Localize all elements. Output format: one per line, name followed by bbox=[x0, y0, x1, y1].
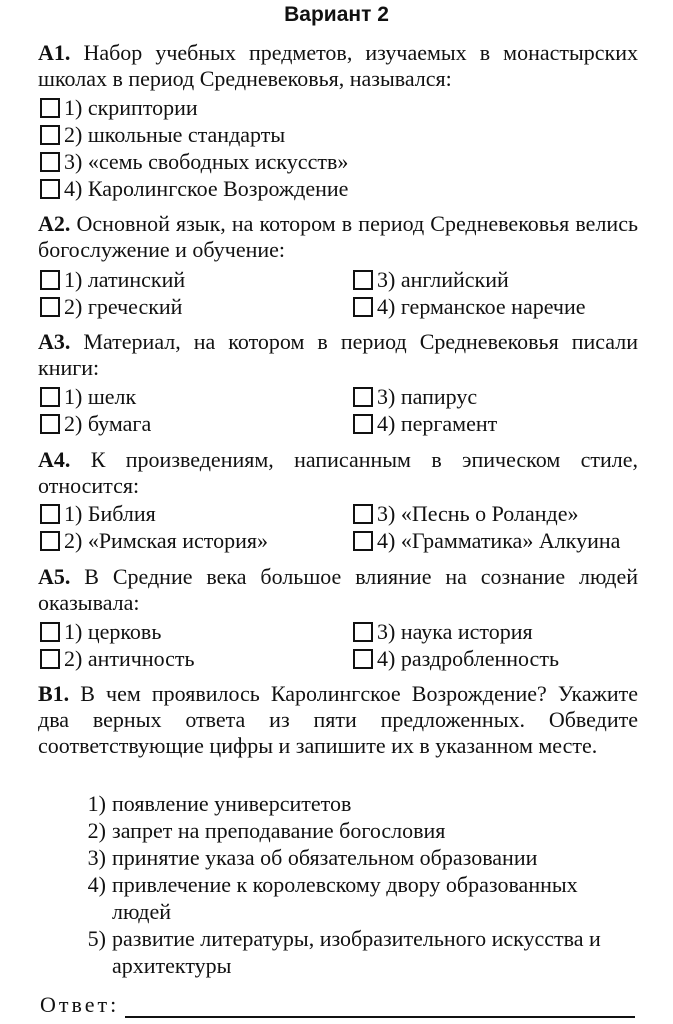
question-a5 bbox=[38, 564, 638, 616]
a3-option-1[interactable]: 1) шелк bbox=[40, 384, 136, 410]
question-text: Основной язык, на котором в период Средневековья велись богослужение и обучение: bbox=[38, 211, 638, 262]
question-a4 bbox=[38, 447, 638, 499]
question-b1 bbox=[38, 681, 638, 759]
checkbox[interactable] bbox=[40, 414, 60, 434]
a4-option-1[interactable]: 1) Библия bbox=[40, 501, 156, 527]
b1-option-4[interactable]: 4) привлечение к королевскому двору образованных людей bbox=[87, 872, 578, 924]
a1-option-2[interactable]: 2) школьные стандарты bbox=[40, 122, 285, 148]
question-number: А5. bbox=[38, 564, 71, 589]
checkbox[interactable] bbox=[353, 622, 373, 642]
checkbox[interactable] bbox=[40, 270, 60, 290]
question-text: Материал, на котором в период Средневековья писали книги: bbox=[38, 329, 639, 380]
checkbox[interactable] bbox=[353, 531, 373, 551]
a5-option-4[interactable]: 4) раздробленность bbox=[353, 646, 559, 672]
checkbox[interactable] bbox=[40, 649, 60, 669]
checkbox[interactable] bbox=[40, 387, 60, 407]
checkbox[interactable] bbox=[353, 387, 373, 407]
a2-option-1[interactable]: 1) латинский bbox=[40, 267, 185, 293]
a1-option-3[interactable]: 3) «семь свободных искусств» bbox=[40, 149, 348, 175]
a5-option-3[interactable]: 3) наука история bbox=[353, 619, 533, 645]
checkbox[interactable] bbox=[353, 270, 373, 290]
variant-title: Вариант 2 bbox=[284, 3, 389, 26]
a2-option-2[interactable]: 2) греческий bbox=[40, 294, 182, 320]
a4-option-4[interactable]: 4) «Грамматика» Алкуина bbox=[353, 528, 620, 554]
question-number: А1. bbox=[38, 40, 71, 65]
b1-option-3[interactable]: 3) принятие указа об обязательном образовании bbox=[87, 845, 538, 870]
question-text: В Средние века большое влияние на сознание людей оказывала: bbox=[38, 564, 638, 615]
checkbox[interactable] bbox=[40, 152, 60, 172]
question-a2 bbox=[38, 211, 638, 263]
a3-option-2[interactable]: 2) бумага bbox=[40, 411, 151, 437]
a1-option-1[interactable]: 1) скриптории bbox=[40, 95, 198, 121]
b1-option-1[interactable]: 1) появление университетов bbox=[87, 791, 352, 816]
checkbox[interactable] bbox=[40, 504, 60, 524]
checkbox[interactable] bbox=[40, 179, 60, 199]
checkbox[interactable] bbox=[40, 125, 60, 145]
checkbox[interactable] bbox=[353, 414, 373, 434]
question-text: К произведениям, написанным в эпическом стиле, относится: bbox=[38, 447, 639, 498]
question-number: А4. bbox=[38, 447, 71, 472]
answer-label: Ответ: bbox=[40, 992, 120, 1017]
b1-option-2[interactable]: 2) запрет на преподавание богословия bbox=[87, 818, 446, 843]
checkbox[interactable] bbox=[353, 504, 373, 524]
question-text: В чем проявилось Каролингское Возрождение? Укажите два верных ответа из пяти предложенных. Обведите соответствующие цифры и запишите их в указанном месте. bbox=[38, 681, 639, 758]
checkbox[interactable] bbox=[40, 98, 60, 118]
a5-option-2[interactable]: 2) античность bbox=[40, 646, 195, 672]
answer-row bbox=[40, 992, 635, 1018]
question-a1 bbox=[38, 40, 638, 92]
a3-option-3[interactable]: 3) папирус bbox=[353, 384, 477, 410]
a4-option-2[interactable]: 2) «Римская история» bbox=[40, 528, 268, 554]
checkbox[interactable] bbox=[40, 622, 60, 642]
checkbox[interactable] bbox=[353, 649, 373, 669]
a2-option-3[interactable]: 3) английский bbox=[353, 267, 509, 293]
question-number: А3. bbox=[38, 329, 71, 354]
b1-option-5[interactable]: 5) развитие литературы, изобразительного искусства и архитектуры bbox=[87, 926, 601, 978]
question-text: Набор учебных предметов, изучаемых в монастырских школах в период Средневековья, назывался: bbox=[38, 40, 639, 91]
checkbox[interactable] bbox=[40, 297, 60, 317]
answer-line[interactable] bbox=[125, 996, 635, 1018]
question-number: В1. bbox=[38, 681, 70, 706]
a1-option-4[interactable]: 4) Каролингское Возрождение bbox=[40, 176, 348, 202]
a4-option-3[interactable]: 3) «Песнь о Роланде» bbox=[353, 501, 578, 527]
checkbox[interactable] bbox=[353, 297, 373, 317]
checkbox[interactable] bbox=[40, 531, 60, 551]
question-number: А2. bbox=[38, 211, 71, 236]
a5-option-1[interactable]: 1) церковь bbox=[40, 619, 161, 645]
question-a3 bbox=[38, 329, 638, 381]
a3-option-4[interactable]: 4) пергамент bbox=[353, 411, 497, 437]
b1-options-list bbox=[76, 790, 636, 979]
a2-option-4[interactable]: 4) германское наречие bbox=[353, 294, 586, 320]
